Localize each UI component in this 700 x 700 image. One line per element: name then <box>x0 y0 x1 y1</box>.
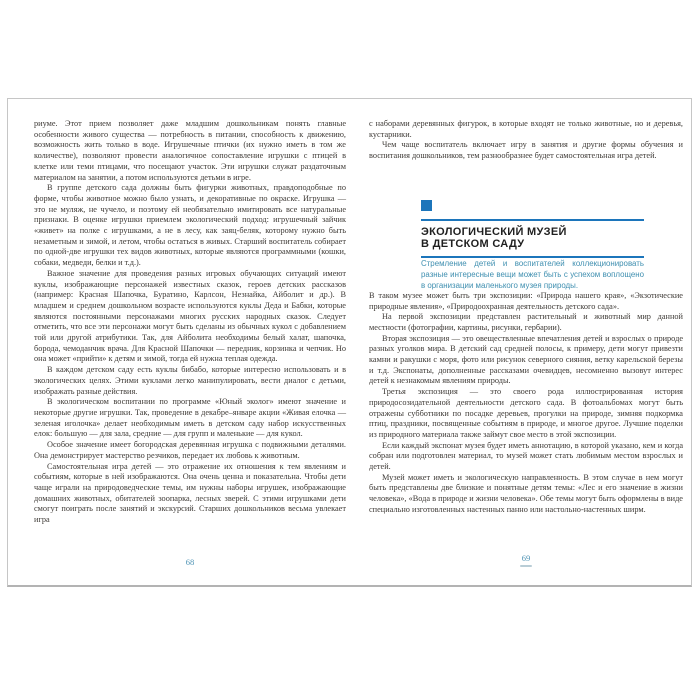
section-rule-top <box>421 219 644 221</box>
paragraph: риуме. Этот прием позволяет даже младшим дошкольникам понять главные особенности живого существа — потребность в питании, способность к движению, возможность жить только в воде. Игрушечные птички (их нужно иметь в том же количестве), позволяют провести аналогичное сопоставление игрушки с птицей в клетке или теми птицами, что посещают участок. Эти игрушки служат раздаточным материалом на занятии, а потом используются детьми в игре. <box>34 119 346 182</box>
paragraph: Вторая экспозиция — это овеществленные впечатления детей и взрослых о природе разных уголков мира. В детский сад средней полосы, к примеру, дети могут привезти камни и ракушки с моря, фото или рисунок северного сияния, ветку карельской березы и т.д. Экспонаты, дополненные рассказами очевидцев, несомненно вызовут интерес детей к незнакомым явлениям природы. <box>369 333 683 386</box>
paragraph: Третья экспозиция — это своего рода иллюстрированная история природосозидательной деятельности детского сада. В фотоальбомах могут быть отражены субботники по посадке деревьев, прогулки на природе, зимняя подкормка птиц, праздники, посвященные событиям в природе, и многое другое. Лучшие поделки из природного материала также займут свое место в этой экспозиции. <box>369 387 683 439</box>
paragraph: с наборами деревянных фигурок, в которые входят не только животные, но и деревья, кустарники. <box>369 119 683 139</box>
right-page-column <box>369 119 683 516</box>
paragraph: На первой экспозиции представлен растительный и животный мир данной местности (фотографии, картины, рисунки, гербарии). <box>369 312 683 332</box>
paragraph: В таком музее может быть три экспозиции: «Природа нашего края», «Экзотические природные явления», «Природоохранная деятельность детского сада». <box>369 290 683 311</box>
paragraph: Чем чаще воспитатель включает игру в занятия и другие формы обучения и воспитания дошкольников, тем разнообразнее будет самостоятельная игра детей. <box>369 140 683 161</box>
section-header-block <box>421 200 644 291</box>
section-title-line1: ЭКОЛОГИЧЕСКИЙ МУЗЕЙ <box>421 225 567 238</box>
paragraph: Музей может иметь и экологическую направленность. В этом случае в нем могут быть представлены две близкие и понятные детям темы: «Лес и его значение в жизни человека», «Вода в природе и жизни человека». Обе темы могут быть оформлены в виде специально изготовленных настенных панно или настольно-настенных ширм. <box>369 472 683 514</box>
page-number-left <box>34 557 346 567</box>
page-number-underline <box>520 565 532 567</box>
paragraph: В группе детского сада должны быть фигурки животных, правдоподобные по форме, чтобы животное можно было узнать, и декоративные по окраске. Игрушка — это не муляж, не чучело, и поэтому ей необязательно имитировать все натуральные признаки. В оценке игрушки приемлем экологический подход: игрушечный зайчик «живет» на полке с игрушками, а не в лесу, как заяц-беляк, которому нужно быть незаметным и зимой, и летом, чтобы остаться в живых. Старший воспитатель собирает по одной-две игрушки тех видов животных, которые являются программными (кошки, собаки, медведи, белки и т.д.). <box>34 183 346 268</box>
paragraph: В экологическом воспитании по программе «Юный эколог» имеют значение и некоторые другие игрушки. Так, проведение в декабре–январе акции «Живая елочка — зеленая иголочка» делает необходимым иметь в детском саду набор искусственных елок: большую — для зала, средние — для групп и маленькие — для кукол. <box>34 397 346 439</box>
book-spread <box>7 98 692 587</box>
paragraph: Если каждый экспонат музея будет иметь аннотацию, в которой указано, кем и когда собран или подготовлен материал, то музей может стать любимым местом взрослых и детей. <box>369 440 683 472</box>
paragraph: Важное значение для проведения разных игровых обучающих ситуаций имеют куклы, изображающие персонажей известных сказок, героев детских рассказов (например: Красная Шапочка, Буратино, Карлсон, Незнайка, Айболит и др.). В младшем и среднем дошкольном возрасте используются куклы Деда и Бабки, которые являются постоянными персонажами многих русских народных сказок. Следует отметить, что все эти персонажи могут быть сделаны из обычных кукол с добавлением той или другой атрибутики. Так, для Айболита необходимы белый халат, шапочка, борода, чемоданчик врача. Для Красной Шапочки — передник, корзинка и чепчик. Но она может «прийти» к детям и зимой, тогда ей нужна теплая одежда. <box>34 268 346 364</box>
page-number-right-value: 69 <box>521 553 531 563</box>
left-page-column <box>34 119 346 526</box>
section-title-line2: В ДЕТСКОМ САДУ <box>421 238 525 251</box>
page-number-left-value: 68 <box>185 557 195 567</box>
section-intro: Стремление детей и воспитателей коллекционировать разные интересные вещи может быть с успехом воплощено в организации маленького музея природы. <box>421 258 644 290</box>
paragraph: В каждом детском саду есть куклы бибабо, которые интересно использовать и в экологических целях. Этими куклами легко манипулировать, вести диалог с детьми, изображать разные действия. <box>34 365 346 396</box>
section-title <box>421 226 644 251</box>
section-marker-icon <box>421 200 432 211</box>
page-number-right <box>369 553 683 567</box>
paragraph: Особое значение имеет богородская деревянная игрушка с подвижными деталями. Она демонстрирует мастерство резчиков, передает их любовь к животным. <box>34 440 346 460</box>
paragraph: Самостоятельная игра детей — это отражение их отношения к тем явлениям и событиям, которые в ней изображаются. Она очень ценна и показательна. Чтобы дети чаще играли на природоведческие темы, им нужны наборы игрушек, изображающие домашних животных, обитателей зоопарка, лесных зверей. С этими игрушками дети смогут поиграть после занятий и экскурсий. Старших дошкольников весьма увлекает игра <box>34 461 346 525</box>
